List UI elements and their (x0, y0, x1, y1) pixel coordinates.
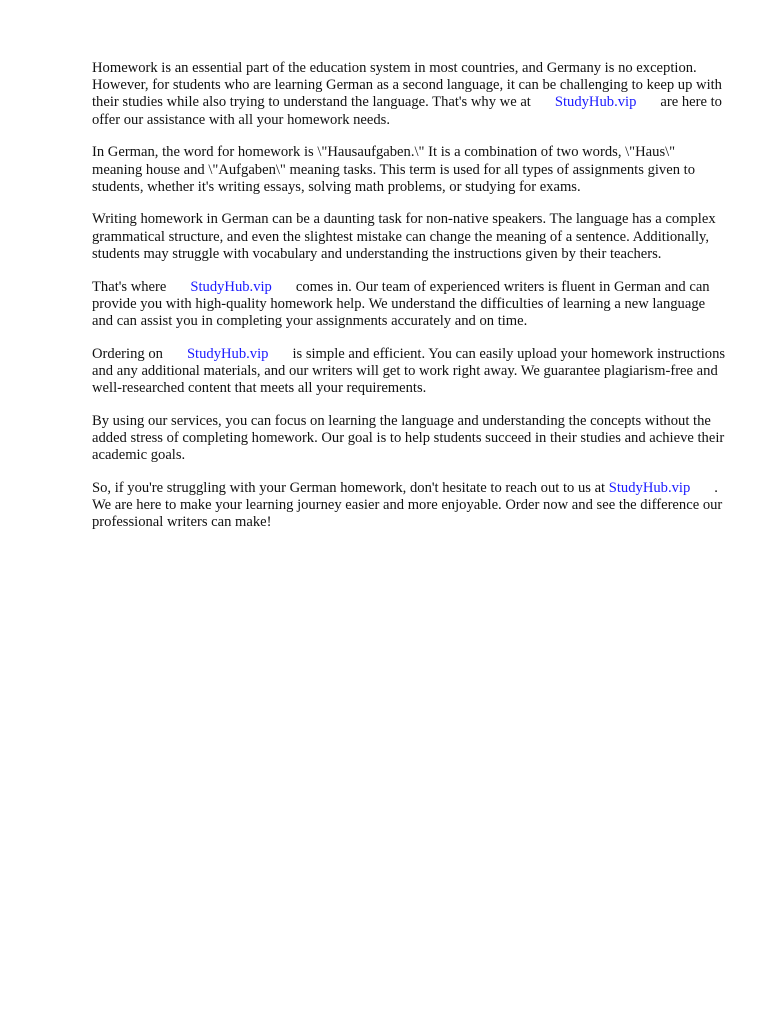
paragraph-text: Ordering on (92, 345, 163, 362)
paragraph-text: So, if you're struggling with your German homework, don't hesitate to reach out to us at (92, 479, 606, 496)
paragraph-intro (92, 60, 728, 129)
studyhub-link[interactable]: StudyHub.vip (186, 345, 269, 362)
paragraph-service (92, 279, 728, 331)
paragraph-closing (92, 480, 728, 532)
studyhub-link[interactable]: StudyHub.vip (608, 479, 691, 496)
paragraph-definition (92, 144, 728, 196)
document-body (92, 60, 728, 547)
paragraph-text: are here to offer our assistance with all your homework needs. (92, 94, 722, 128)
paragraph-difficulty (92, 211, 728, 263)
paragraph-text: is simple and efficient. You can easily upload your homework instructions and any additional materials, and our writers will get to work right away. We guarantee plagiarism-free and well-researched content that meets all your requirements. (92, 345, 726, 397)
paragraph-text: In German, the word for homework is \"Hausaufgaben.\" It is a combination of two words, \"Haus\" meaning house and \"Aufgaben\" meaning tasks. This term is used for all types of assignments given to students, whether it's writing essays, solving math problems, or studying for exams. (92, 144, 695, 195)
paragraph-text: By using our services, you can focus on learning the language and understanding the concepts without the added stress of completing homework. Our goal is to help students succeed in their studies and achieve their academic goals. (92, 412, 725, 464)
paragraph-text: comes in. Our team of experienced writers is fluent in German and can provide you with high-quality homework help. We understand the difficulties of learning a new language and can assist you in completing your assignments accurately and on time. (92, 278, 710, 329)
paragraph-text: Homework is an essential part of the education system in most countries, and Germany is no exception. However, for students who are learning German as a second language, it can be challenging to keep up with their studies while also trying to understand the language. That's why we at (92, 60, 722, 111)
studyhub-link[interactable]: StudyHub.vip (190, 278, 272, 295)
paragraph-text: That's where (92, 278, 167, 295)
studyhub-link[interactable]: StudyHub.vip (554, 94, 637, 111)
paragraph-text: Writing homework in German can be a daunting task for non-native speakers. The language has a complex grammatical structure, and even the slightest mistake can change the meaning of a sentence. Additionally, students may struggle with vocabulary and understanding the instructions given by their teachers. (92, 211, 716, 262)
paragraph-text: . We are here to make your learning journey easier and more enjoyable. Order now and see the difference our professional writers can make! (92, 479, 723, 531)
paragraph-ordering (92, 346, 728, 398)
paragraph-benefits (92, 413, 728, 465)
